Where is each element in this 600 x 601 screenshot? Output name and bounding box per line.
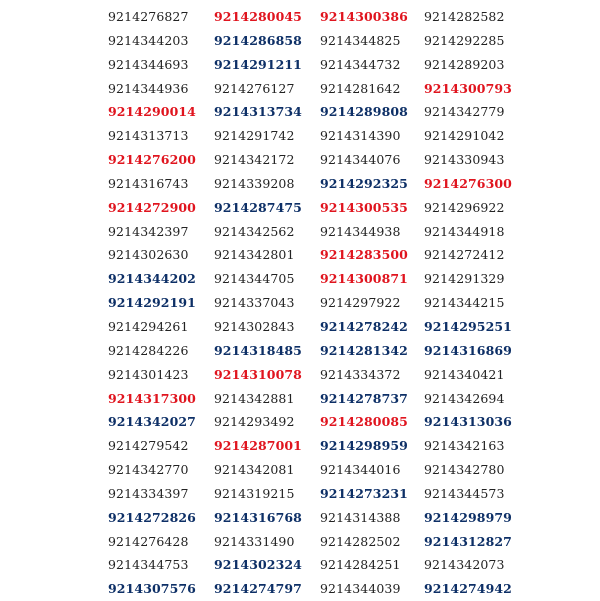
number-cell: 9214314390: [320, 128, 401, 144]
number-cell: 9214278242: [320, 318, 408, 334]
number-cell: 9214344938: [320, 223, 401, 239]
number-cell: 9214313734: [214, 104, 302, 120]
number-cell: 9214344732: [320, 56, 401, 72]
number-cell: 9214289203: [424, 56, 505, 72]
number-cell: 9214313713: [108, 128, 189, 144]
number-cell: 9214314388: [320, 509, 401, 525]
number-cell: 9214317300: [108, 390, 196, 406]
number-cell: 9214286858: [214, 32, 302, 48]
number-cell: 9214339208: [214, 175, 295, 191]
number-cell: 9214334372: [320, 366, 401, 382]
number-cell: 9214280085: [320, 414, 408, 430]
number-cell: 9214291329: [424, 271, 505, 287]
number-cell: 9214296922: [424, 199, 505, 215]
number-cell: 9214344016: [320, 462, 401, 478]
number-cell: 9214342081: [214, 462, 295, 478]
number-cell: 9214290014: [108, 104, 196, 120]
number-cell: 9214291042: [424, 128, 505, 144]
number-cell: 9214276127: [214, 80, 295, 96]
number-cell: 9214342397: [108, 223, 189, 239]
number-cell: 9214344693: [108, 56, 189, 72]
number-cell: 9214342073: [424, 557, 505, 573]
number-cell: 9214274797: [214, 581, 302, 597]
number-cell: 9214287475: [214, 199, 302, 215]
number-cell: 9214342694: [424, 390, 505, 406]
number-cell: 9214342881: [214, 390, 295, 406]
number-cell: 9214342801: [214, 247, 295, 263]
number-cell: 9214273231: [320, 485, 408, 501]
number-cell: 9214294261: [108, 318, 189, 334]
number-cell: 9214344825: [320, 32, 401, 48]
number-cell: 9214276300: [424, 175, 512, 191]
number-cell: 9214342779: [424, 104, 505, 120]
number-cell: 9214276827: [108, 9, 189, 24]
number-cell: 9214316743: [108, 175, 189, 191]
number-cell: 9214318485: [214, 342, 302, 358]
number-cell: 9214284226: [108, 342, 189, 358]
number-cell: 9214300535: [320, 199, 408, 215]
number-cell: 9214281342: [320, 342, 408, 358]
number-cell: 9214298979: [424, 509, 512, 525]
number-cell: 9214276428: [108, 533, 189, 549]
number-cell: 9214342163: [424, 438, 505, 454]
number-cell: 9214337043: [214, 295, 295, 311]
number-cell: 9214340421: [424, 366, 505, 382]
number-cell: 9214344039: [320, 581, 401, 597]
number-cell: 9214344203: [108, 32, 189, 48]
number-cell: 9214319215: [214, 485, 295, 501]
number-cell: 9214302843: [214, 318, 295, 334]
number-cell: 9214272412: [424, 247, 505, 263]
number-cell: 9214344202: [108, 271, 196, 287]
number-cell: 9214342172: [214, 152, 295, 168]
number-cell: 9214279542: [108, 438, 189, 454]
number-cell: 9214330943: [424, 152, 505, 168]
number-cell: 9214302630: [108, 247, 189, 263]
number-cell: 9214298959: [320, 438, 408, 454]
number-cell: 9214291211: [214, 56, 302, 72]
number-cell: 9214342780: [424, 462, 505, 478]
number-cell: 9214293492: [214, 414, 295, 430]
number-cell: 9214289808: [320, 104, 408, 120]
number-cell: 9214282582: [424, 9, 505, 24]
number-cell: 9214316869: [424, 342, 512, 358]
number-cell: 9214297922: [320, 295, 401, 311]
number-cell: 9214316768: [214, 509, 302, 525]
number-cell: 9214276200: [108, 152, 196, 168]
number-cell: 9214342770: [108, 462, 189, 478]
number-cell: 9214283500: [320, 247, 408, 263]
number-cell: 9214301423: [108, 366, 189, 382]
number-cell: 9214278737: [320, 390, 408, 406]
number-cell: 9214302324: [214, 557, 302, 573]
number-cell: 9214300386: [320, 9, 408, 24]
number-cell: 9214272826: [108, 509, 196, 525]
number-cell: 9214334397: [108, 485, 189, 501]
number-cell: 9214344076: [320, 152, 401, 168]
number-cell: 9214344936: [108, 80, 189, 96]
number-cell: 9214344705: [214, 271, 295, 287]
number-cell: 9214291742: [214, 128, 295, 144]
number-cell: 9214344215: [424, 295, 505, 311]
number-cell: 9214280045: [214, 9, 302, 24]
number-cell: 9214284251: [320, 557, 401, 573]
number-cell: 9214312827: [424, 533, 512, 549]
number-cell: 9214292191: [108, 295, 196, 311]
number-cell: 9214274942: [424, 581, 512, 597]
number-cell: 9214344918: [424, 223, 505, 239]
number-cell: 9214300793: [424, 80, 512, 96]
number-cell: 9214272900: [108, 199, 196, 215]
number-cell: 9214300871: [320, 271, 408, 287]
number-cell: 9214342027: [108, 414, 196, 430]
number-cell: 9214282502: [320, 533, 401, 549]
number-cell: 9214292285: [424, 32, 505, 48]
number-cell: 9214342562: [214, 223, 295, 239]
number-cell: 9214292325: [320, 175, 408, 191]
number-cell: 9214344573: [424, 485, 505, 501]
number-list-grid: [0, 5, 600, 595]
number-cell: 9214295251: [424, 318, 512, 334]
number-cell: 9214310078: [214, 366, 302, 382]
number-cell: 9214307576: [108, 581, 196, 597]
number-cell: 9214344753: [108, 557, 189, 573]
number-cell: 9214331490: [214, 533, 295, 549]
number-cell: 9214313036: [424, 414, 512, 430]
number-cell: 9214281642: [320, 80, 401, 96]
number-cell: 9214287001: [214, 438, 302, 454]
